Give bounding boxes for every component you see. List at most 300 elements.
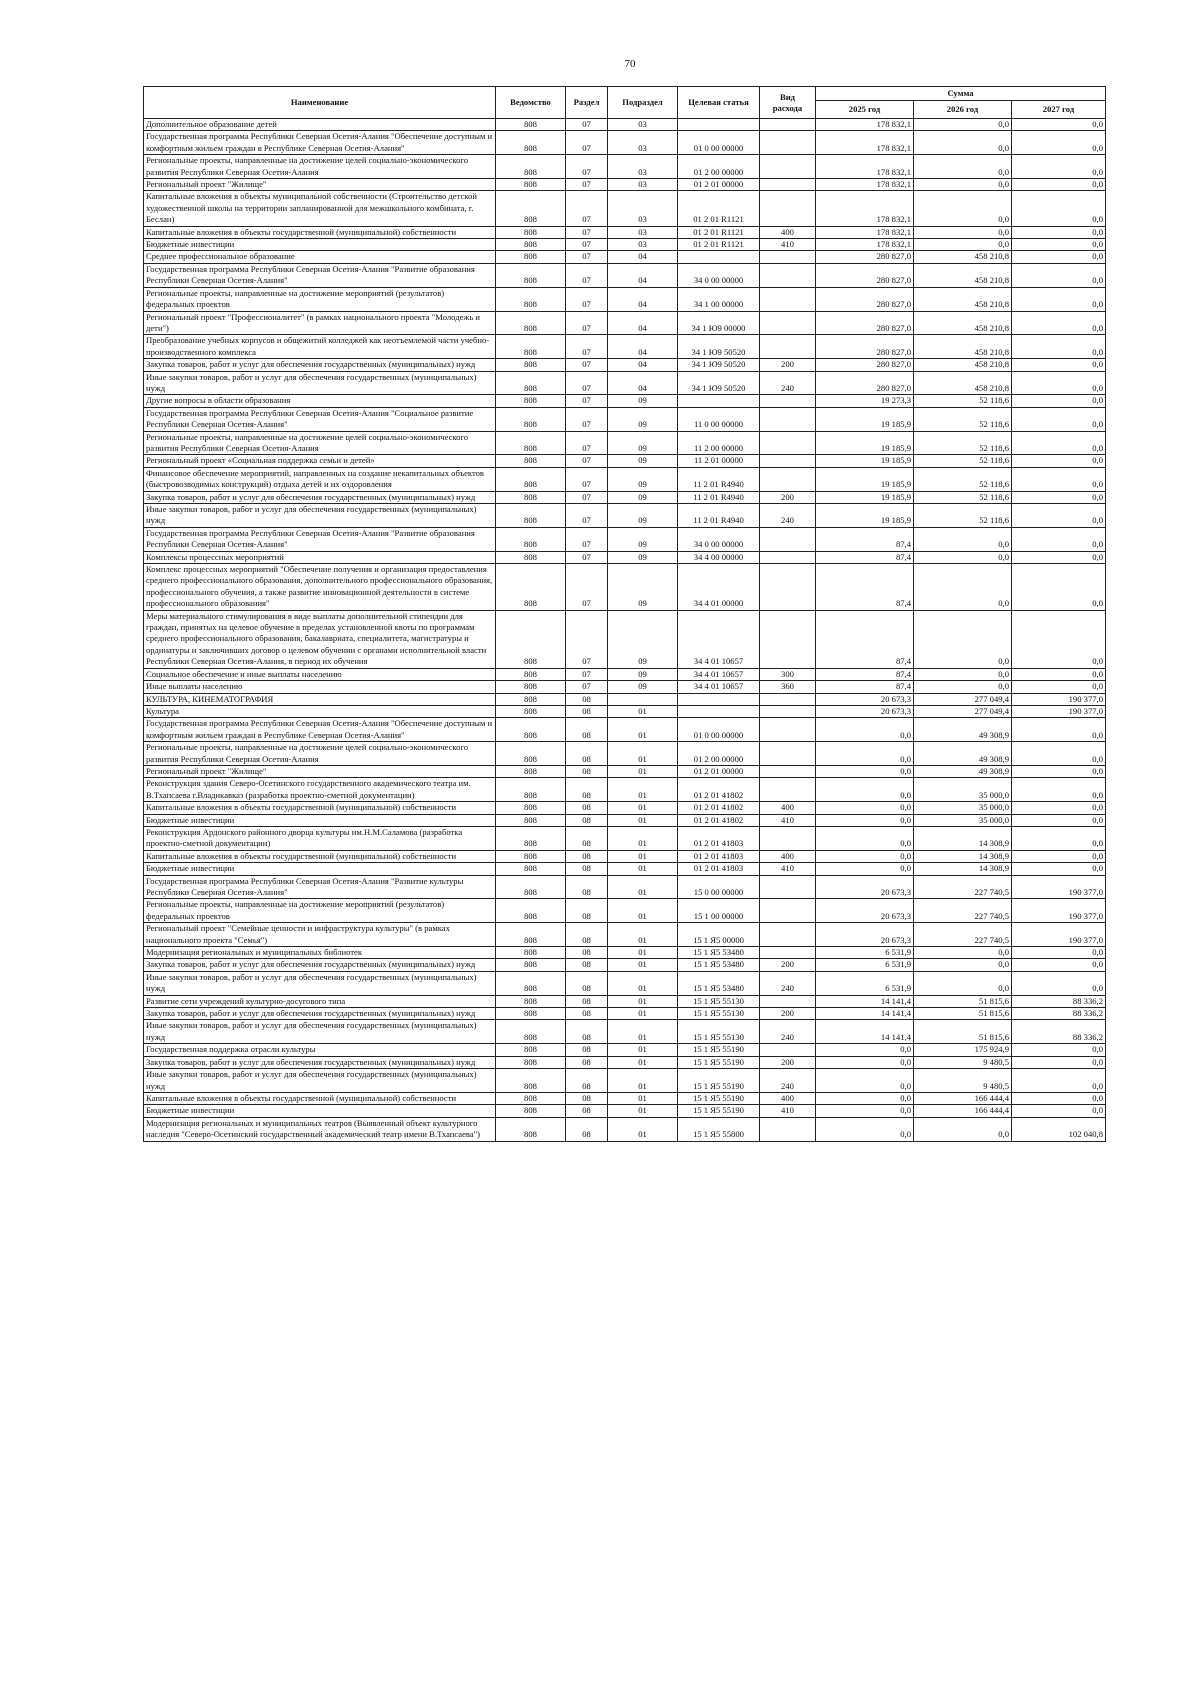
row-vid-rashoda	[760, 1117, 816, 1141]
row-podrazdel: 03	[608, 191, 678, 226]
table-row	[144, 899, 1106, 923]
row-vedomstvo: 808	[496, 923, 566, 947]
row-sum-2027: 190 377,0	[1012, 899, 1106, 923]
row-razdel: 08	[566, 1008, 608, 1020]
row-name: Государственная поддержка отрасли культуры	[144, 1044, 496, 1056]
row-vid-rashoda	[760, 995, 816, 1007]
row-podrazdel: 01	[608, 959, 678, 971]
table-body	[144, 119, 1106, 1142]
row-vid-rashoda: 360	[760, 681, 816, 693]
row-sum-2026: 458 210,8	[914, 335, 1012, 359]
row-razdel: 07	[566, 681, 608, 693]
row-target-article: 11 0 00 00000	[678, 407, 760, 431]
row-sum-2026: 52 118,6	[914, 504, 1012, 528]
row-razdel: 07	[566, 191, 608, 226]
table-row	[144, 395, 1106, 407]
row-target-article: 15 1 Я5 55130	[678, 1008, 760, 1020]
row-name: Иные закупки товаров, работ и услуг для обеспечения государственных (муниципальных) нужд	[144, 971, 496, 995]
table-row	[144, 564, 1106, 611]
row-vid-rashoda	[760, 119, 816, 131]
row-sum-2027: 0,0	[1012, 191, 1106, 226]
row-sum-2025: 178 832,1	[816, 131, 914, 155]
row-razdel: 07	[566, 610, 608, 668]
row-name: Государственная программа Республики Северная Осетия-Алания "Развитие образования Республики Северная Осетия-Алания"	[144, 263, 496, 287]
table-row	[144, 491, 1106, 503]
table-row	[144, 875, 1106, 899]
row-target-article: 15 1 Я5 00000	[678, 923, 760, 947]
row-sum-2026: 49 308,9	[914, 765, 1012, 777]
row-name: Региональные проекты, направленные на достижение целей социально-экономического развития Республики Северная Осетия-Алания	[144, 742, 496, 766]
row-razdel: 08	[566, 765, 608, 777]
row-vid-rashoda: 300	[760, 668, 816, 680]
row-target-article	[678, 251, 760, 263]
row-target-article: 15 1 Я5 53480	[678, 959, 760, 971]
row-podrazdel: 03	[608, 179, 678, 191]
row-sum-2026: 175 924,9	[914, 1044, 1012, 1056]
row-name: Иные закупки товаров, работ и услуг для обеспечения государственных (муниципальных) нужд	[144, 1069, 496, 1093]
table-row	[144, 668, 1106, 680]
row-sum-2025: 20 673,3	[816, 875, 914, 899]
row-sum-2027: 0,0	[1012, 491, 1106, 503]
row-sum-2025: 178 832,1	[816, 239, 914, 251]
row-vid-rashoda: 400	[760, 850, 816, 862]
row-sum-2027: 190 377,0	[1012, 875, 1106, 899]
row-razdel: 08	[566, 971, 608, 995]
row-sum-2025: 280 827,0	[816, 335, 914, 359]
row-sum-2027: 0,0	[1012, 1105, 1106, 1117]
row-sum-2025: 0,0	[816, 1105, 914, 1117]
row-sum-2025: 0,0	[816, 826, 914, 850]
row-sum-2026: 0,0	[914, 551, 1012, 563]
header-razdel: Раздел	[566, 87, 608, 119]
row-sum-2025: 0,0	[816, 802, 914, 814]
row-vedomstvo: 808	[496, 359, 566, 371]
row-podrazdel: 01	[608, 971, 678, 995]
row-sum-2026: 9 480,5	[914, 1069, 1012, 1093]
row-sum-2025: 280 827,0	[816, 263, 914, 287]
row-razdel: 08	[566, 959, 608, 971]
row-target-article: 01 2 01 R1121	[678, 226, 760, 238]
header-vedomstvo: Ведомство	[496, 87, 566, 119]
row-sum-2027: 0,0	[1012, 371, 1106, 395]
row-vid-rashoda: 400	[760, 802, 816, 814]
row-vedomstvo: 808	[496, 765, 566, 777]
row-vedomstvo: 808	[496, 1092, 566, 1104]
row-podrazdel: 01	[608, 742, 678, 766]
row-vedomstvo: 808	[496, 564, 566, 611]
row-podrazdel: 09	[608, 467, 678, 491]
row-sum-2026: 52 118,6	[914, 395, 1012, 407]
row-name: Региональные проекты, направленные на достижение целей социально-экономического развития Республики Северная Осетия-Алания	[144, 155, 496, 179]
table-row	[144, 1092, 1106, 1104]
row-razdel: 08	[566, 923, 608, 947]
row-vid-rashoda	[760, 155, 816, 179]
row-podrazdel: 09	[608, 407, 678, 431]
row-podrazdel: 09	[608, 564, 678, 611]
row-sum-2027: 0,0	[1012, 226, 1106, 238]
row-podrazdel: 04	[608, 251, 678, 263]
row-sum-2027: 0,0	[1012, 527, 1106, 551]
row-vedomstvo: 808	[496, 1020, 566, 1044]
row-vid-rashoda	[760, 251, 816, 263]
row-target-article: 01 2 01 41803	[678, 850, 760, 862]
row-vid-rashoda: 200	[760, 359, 816, 371]
table-row	[144, 1008, 1106, 1020]
row-vid-rashoda: 410	[760, 1105, 816, 1117]
row-target-article: 01 2 01 41803	[678, 826, 760, 850]
row-vedomstvo: 808	[496, 455, 566, 467]
row-sum-2025: 0,0	[816, 863, 914, 875]
row-razdel: 07	[566, 564, 608, 611]
row-sum-2025: 178 832,1	[816, 179, 914, 191]
table-row	[144, 681, 1106, 693]
row-name: Региональный проект "Жилище"	[144, 179, 496, 191]
row-sum-2026: 458 210,8	[914, 311, 1012, 335]
row-sum-2027: 0,0	[1012, 863, 1106, 875]
row-vid-rashoda	[760, 191, 816, 226]
table-row	[144, 263, 1106, 287]
table-row	[144, 1020, 1106, 1044]
row-vid-rashoda: 200	[760, 959, 816, 971]
row-target-article: 15 0 00 00000	[678, 875, 760, 899]
row-target-article: 15 1 Я5 55800	[678, 1117, 760, 1141]
row-sum-2027: 0,0	[1012, 826, 1106, 850]
row-vedomstvo: 808	[496, 1056, 566, 1068]
table-row	[144, 1117, 1106, 1141]
row-sum-2025: 0,0	[816, 765, 914, 777]
row-sum-2025: 19 273,3	[816, 395, 914, 407]
row-sum-2025: 280 827,0	[816, 371, 914, 395]
table-header	[144, 87, 1106, 119]
row-vid-rashoda	[760, 431, 816, 455]
row-sum-2026: 0,0	[914, 959, 1012, 971]
row-name: Реконструкция Ардонского районного дворца культуры им.Н.М.Саламова (разработка проектно-сметной документации)	[144, 826, 496, 850]
row-vid-rashoda: 410	[760, 239, 816, 251]
row-vid-rashoda	[760, 1044, 816, 1056]
row-sum-2026: 35 000,0	[914, 778, 1012, 802]
row-vedomstvo: 808	[496, 995, 566, 1007]
table-row	[144, 287, 1106, 311]
row-target-article: 34 4 01 10657	[678, 681, 760, 693]
row-vedomstvo: 808	[496, 1008, 566, 1020]
row-podrazdel: 09	[608, 551, 678, 563]
table-row	[144, 959, 1106, 971]
budget-table	[143, 86, 1106, 1142]
row-sum-2025: 20 673,3	[816, 899, 914, 923]
row-target-article: 34 4 00 00000	[678, 551, 760, 563]
row-podrazdel: 01	[608, 923, 678, 947]
row-sum-2025: 87,4	[816, 681, 914, 693]
row-sum-2026: 166 444,4	[914, 1105, 1012, 1117]
row-name: Бюджетные инвестиции	[144, 1105, 496, 1117]
table-row	[144, 191, 1106, 226]
row-podrazdel: 01	[608, 1105, 678, 1117]
row-razdel: 08	[566, 947, 608, 959]
row-razdel: 07	[566, 251, 608, 263]
row-razdel: 07	[566, 335, 608, 359]
row-vedomstvo: 808	[496, 287, 566, 311]
row-target-article: 34 1 Ю9 50520	[678, 359, 760, 371]
row-vid-rashoda: 200	[760, 1008, 816, 1020]
table-row	[144, 995, 1106, 1007]
row-sum-2025: 19 185,9	[816, 491, 914, 503]
row-sum-2026: 0,0	[914, 527, 1012, 551]
row-podrazdel: 01	[608, 947, 678, 959]
row-vid-rashoda	[760, 923, 816, 947]
row-sum-2026: 51 815,6	[914, 1020, 1012, 1044]
row-razdel: 08	[566, 995, 608, 1007]
row-sum-2027: 0,0	[1012, 504, 1106, 528]
row-sum-2027: 0,0	[1012, 407, 1106, 431]
row-vid-rashoda: 410	[760, 863, 816, 875]
row-razdel: 07	[566, 455, 608, 467]
row-vedomstvo: 808	[496, 1117, 566, 1141]
row-razdel: 08	[566, 1069, 608, 1093]
row-vedomstvo: 808	[496, 407, 566, 431]
row-podrazdel: 03	[608, 119, 678, 131]
row-sum-2025: 19 185,9	[816, 455, 914, 467]
row-name: Региональный проект "Семейные ценности и инфраструктура культуры" (в рамках национального проекта "Семья")	[144, 923, 496, 947]
row-vid-rashoda	[760, 311, 816, 335]
table-row	[144, 1044, 1106, 1056]
row-sum-2026: 227 740,5	[914, 923, 1012, 947]
row-sum-2026: 52 118,6	[914, 467, 1012, 491]
row-sum-2027: 0,0	[1012, 802, 1106, 814]
row-sum-2026: 0,0	[914, 564, 1012, 611]
row-sum-2027: 0,0	[1012, 335, 1106, 359]
row-sum-2025: 14 141,4	[816, 1020, 914, 1044]
row-sum-2027: 0,0	[1012, 131, 1106, 155]
row-razdel: 08	[566, 899, 608, 923]
row-target-article: 34 1 Ю9 00000	[678, 311, 760, 335]
row-target-article: 15 1 Я5 55130	[678, 995, 760, 1007]
row-sum-2027: 0,0	[1012, 778, 1106, 802]
row-sum-2025: 178 832,1	[816, 226, 914, 238]
header-summa: Сумма	[816, 87, 1106, 101]
table-row	[144, 705, 1106, 717]
row-name: Региональные проекты, направленные на достижение целей социально-экономического развития Республики Северная Осетия-Алания	[144, 431, 496, 455]
row-vedomstvo: 808	[496, 850, 566, 862]
row-target-article: 15 1 Я5 53480	[678, 971, 760, 995]
row-sum-2027: 0,0	[1012, 1092, 1106, 1104]
table-row	[144, 226, 1106, 238]
row-razdel: 08	[566, 742, 608, 766]
row-sum-2027: 0,0	[1012, 395, 1106, 407]
row-sum-2026: 458 210,8	[914, 287, 1012, 311]
row-sum-2026: 14 308,9	[914, 826, 1012, 850]
row-name: Модернизация региональных и муниципальных библиотек	[144, 947, 496, 959]
table-row	[144, 610, 1106, 668]
row-podrazdel	[608, 693, 678, 705]
row-sum-2026: 35 000,0	[914, 802, 1012, 814]
row-razdel: 08	[566, 826, 608, 850]
row-vid-rashoda	[760, 718, 816, 742]
row-sum-2027: 0,0	[1012, 467, 1106, 491]
row-sum-2027: 0,0	[1012, 263, 1106, 287]
table-row	[144, 311, 1106, 335]
row-name: Региональный проект «Социальная поддержка семьи и детей»	[144, 455, 496, 467]
row-vedomstvo: 808	[496, 693, 566, 705]
row-podrazdel: 09	[608, 455, 678, 467]
row-name: Государственная программа Республики Северная Осетия-Алания "Обеспечение доступным и комфортным жильем граждан в Республике Северная Осетия-Алания"	[144, 131, 496, 155]
row-vid-rashoda: 200	[760, 491, 816, 503]
row-podrazdel: 03	[608, 239, 678, 251]
row-razdel: 07	[566, 395, 608, 407]
row-sum-2027: 0,0	[1012, 239, 1106, 251]
row-razdel: 07	[566, 527, 608, 551]
table-row	[144, 742, 1106, 766]
row-sum-2027: 0,0	[1012, 1056, 1106, 1068]
row-name: Модернизация региональных и муниципальных театров (Выявленный объект культурного наследия "Северо-Осетинский государственный академический театр имени В.Тхапсаева")	[144, 1117, 496, 1141]
row-name: Капитальные вложения в объекты муниципальной собственности (Строительство детской художественной школы на территории запланированной для межшкольного комбината, г. Беслан)	[144, 191, 496, 226]
row-target-article: 01 2 01 41802	[678, 802, 760, 814]
row-name: Развитие сети учреждений культурно-досугового типа	[144, 995, 496, 1007]
table-row	[144, 1069, 1106, 1093]
row-sum-2025: 20 673,3	[816, 923, 914, 947]
row-podrazdel: 03	[608, 226, 678, 238]
row-podrazdel: 04	[608, 287, 678, 311]
table-row	[144, 407, 1106, 431]
row-vedomstvo: 808	[496, 681, 566, 693]
row-target-article: 11 2 01 00000	[678, 455, 760, 467]
row-sum-2026: 458 210,8	[914, 263, 1012, 287]
row-name: Государственная программа Республики Северная Осетия-Алания "Развитие культуры Республики Северная Осетия-Алания"	[144, 875, 496, 899]
row-target-article: 15 1 Я5 55190	[678, 1044, 760, 1056]
row-vedomstvo: 808	[496, 239, 566, 251]
row-sum-2027: 0,0	[1012, 610, 1106, 668]
table-row	[144, 718, 1106, 742]
row-vedomstvo: 808	[496, 863, 566, 875]
row-name: Культура	[144, 705, 496, 717]
row-sum-2026: 0,0	[914, 1117, 1012, 1141]
row-razdel: 07	[566, 226, 608, 238]
row-vedomstvo: 808	[496, 899, 566, 923]
row-sum-2027: 0,0	[1012, 681, 1106, 693]
row-vid-rashoda: 240	[760, 1069, 816, 1093]
table-row	[144, 802, 1106, 814]
row-vedomstvo: 808	[496, 467, 566, 491]
row-sum-2026: 227 740,5	[914, 899, 1012, 923]
row-podrazdel: 01	[608, 802, 678, 814]
table-row	[144, 119, 1106, 131]
table-row	[144, 765, 1106, 777]
row-podrazdel: 01	[608, 1008, 678, 1020]
row-razdel: 08	[566, 863, 608, 875]
row-target-article: 11 2 01 R4940	[678, 467, 760, 491]
row-podrazdel: 01	[608, 850, 678, 862]
row-razdel: 07	[566, 119, 608, 131]
row-name: КУЛЬТУРА, КИНЕМАТОГРАФИЯ	[144, 693, 496, 705]
row-razdel: 08	[566, 1044, 608, 1056]
row-razdel: 08	[566, 718, 608, 742]
table-row	[144, 335, 1106, 359]
row-sum-2025: 280 827,0	[816, 287, 914, 311]
row-sum-2025: 6 531,9	[816, 971, 914, 995]
row-name: Региональные проекты, направленные на достижение мероприятий (результатов) федеральных проектов	[144, 287, 496, 311]
row-podrazdel: 09	[608, 610, 678, 668]
row-vid-rashoda	[760, 287, 816, 311]
row-sum-2025: 0,0	[816, 1117, 914, 1141]
row-target-article	[678, 693, 760, 705]
row-sum-2025: 0,0	[816, 1044, 914, 1056]
row-vid-rashoda: 400	[760, 226, 816, 238]
row-target-article: 01 2 01 41802	[678, 814, 760, 826]
row-sum-2025: 0,0	[816, 1056, 914, 1068]
table-row	[144, 850, 1106, 862]
page-number: 70	[624, 58, 636, 70]
row-vedomstvo: 808	[496, 131, 566, 155]
row-vedomstvo: 808	[496, 802, 566, 814]
row-sum-2026: 52 118,6	[914, 407, 1012, 431]
row-sum-2025: 87,4	[816, 610, 914, 668]
row-target-article: 15 1 Я5 55190	[678, 1105, 760, 1117]
row-vedomstvo: 808	[496, 778, 566, 802]
row-vedomstvo: 808	[496, 1044, 566, 1056]
row-sum-2026: 0,0	[914, 971, 1012, 995]
row-vid-rashoda	[760, 742, 816, 766]
row-vedomstvo: 808	[496, 119, 566, 131]
row-target-article: 34 4 01 00000	[678, 564, 760, 611]
row-target-article: 01 2 01 R1121	[678, 239, 760, 251]
row-sum-2026: 0,0	[914, 668, 1012, 680]
row-razdel: 07	[566, 668, 608, 680]
table-row	[144, 1056, 1106, 1068]
row-name: Иные выплаты населению	[144, 681, 496, 693]
table-row	[144, 863, 1106, 875]
row-sum-2026: 0,0	[914, 226, 1012, 238]
row-sum-2025: 19 185,9	[816, 431, 914, 455]
row-target-article: 34 4 01 10657	[678, 668, 760, 680]
row-sum-2025: 280 827,0	[816, 251, 914, 263]
row-sum-2025: 0,0	[816, 1092, 914, 1104]
row-vid-rashoda	[760, 131, 816, 155]
row-vedomstvo: 808	[496, 826, 566, 850]
row-vid-rashoda	[760, 407, 816, 431]
row-sum-2026: 51 815,6	[914, 1008, 1012, 1020]
row-sum-2026: 277 049,4	[914, 693, 1012, 705]
row-sum-2027: 0,0	[1012, 1069, 1106, 1093]
row-vedomstvo: 808	[496, 527, 566, 551]
header-vid-rashoda	[760, 87, 816, 119]
row-razdel: 07	[566, 131, 608, 155]
row-razdel: 07	[566, 504, 608, 528]
row-name: Капитальные вложения в объекты государственной (муниципальной) собственности	[144, 1092, 496, 1104]
row-name: Закупка товаров, работ и услуг для обеспечения государственных (муниципальных) нужд	[144, 359, 496, 371]
row-podrazdel: 01	[608, 875, 678, 899]
table-row	[144, 431, 1106, 455]
row-sum-2026: 0,0	[914, 131, 1012, 155]
row-name: Закупка товаров, работ и услуг для обеспечения государственных (муниципальных) нужд	[144, 959, 496, 971]
row-target-article: 15 1 Я5 55190	[678, 1069, 760, 1093]
row-target-article: 15 1 00 00000	[678, 899, 760, 923]
row-razdel: 08	[566, 705, 608, 717]
row-name: Капитальные вложения в объекты государственной (муниципальной) собственности	[144, 850, 496, 862]
row-target-article: 01 2 01 R1121	[678, 191, 760, 226]
row-vid-rashoda: 240	[760, 971, 816, 995]
row-podrazdel: 01	[608, 705, 678, 717]
table-row	[144, 693, 1106, 705]
row-sum-2027: 190 377,0	[1012, 705, 1106, 717]
row-vid-rashoda	[760, 778, 816, 802]
row-sum-2027: 0,0	[1012, 765, 1106, 777]
row-sum-2025: 19 185,9	[816, 467, 914, 491]
row-sum-2025: 19 185,9	[816, 504, 914, 528]
row-razdel: 08	[566, 1056, 608, 1068]
row-vid-rashoda	[760, 693, 816, 705]
row-podrazdel: 03	[608, 155, 678, 179]
row-target-article: 01 2 01 00000	[678, 765, 760, 777]
row-podrazdel: 01	[608, 765, 678, 777]
